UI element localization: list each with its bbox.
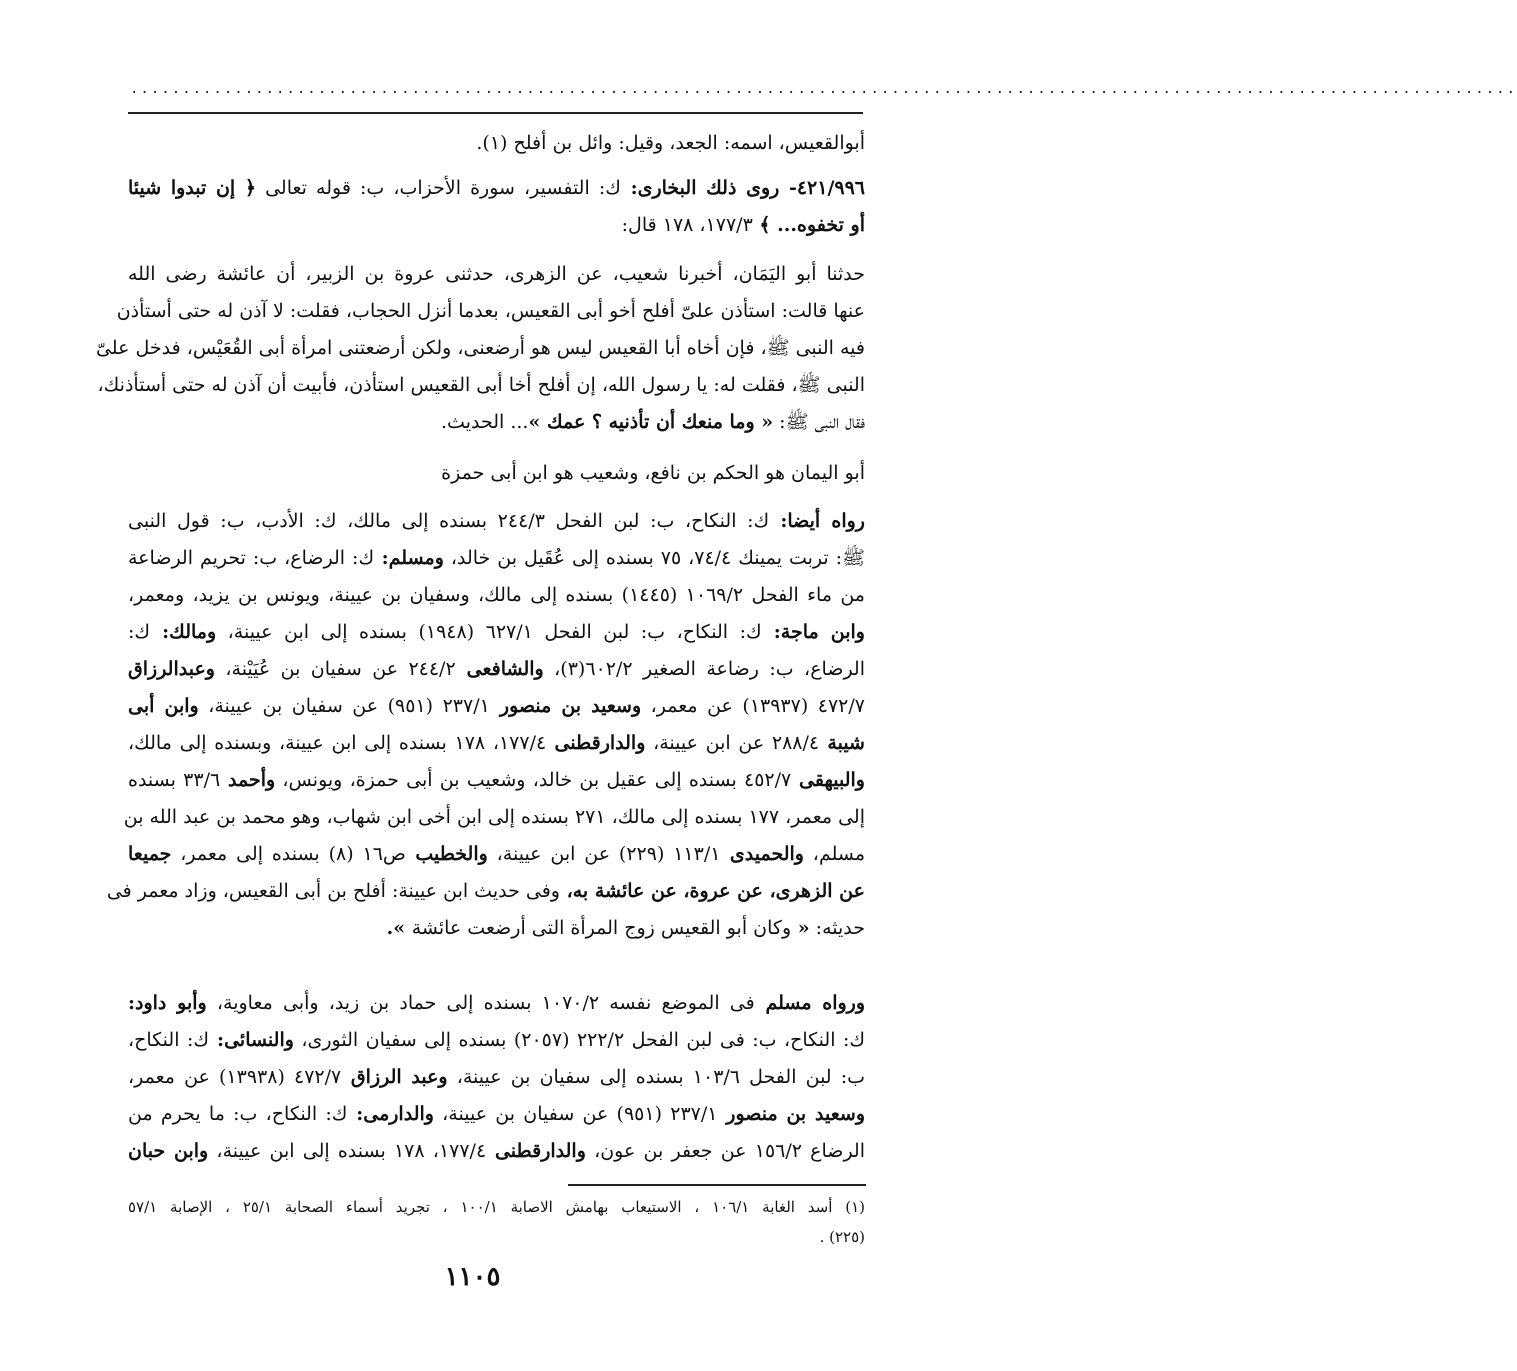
text-line (128, 577, 865, 614)
text-run: حدثنا أبو اليَمَان، أخبرنا شعيب، عن الزهرى، حدثنى عروة بن الزبير، أن عائشة رضى الله (128, 263, 865, 285)
text-run: ٢٣٧/١ (٩٥١) عن سفيان بن عيينة، (198, 695, 490, 717)
bold-text: والخطيب (405, 843, 488, 865)
text-run: ك: النكاح، ب: فى لبن الفحل ٢٢٢/٢ (٢٠٥٧) بسنده إلى سفيان الثورى، (293, 1029, 866, 1051)
text-line (128, 540, 865, 577)
text-line (128, 404, 865, 441)
bold-text: ومالك: (150, 621, 217, 643)
text-run: ٣٣/٦ بسنده (128, 769, 221, 791)
bold-text: والنسائى: (209, 1029, 294, 1051)
text-run: فيه النبى ﷺ، فإن أخاه أبا القعيس ليس هو أرضعنى، ولكن أرضعتنى امرأة أبى القُعَيْس، فدخل علىّ (95, 337, 865, 359)
paragraph (95, 256, 865, 441)
text-run: وكان أبو القعيس زوج المرأة التى أرضعت عائشة (411, 917, 792, 939)
text-run: فقال النبى ﷺ: (773, 411, 865, 433)
footnote-separator (568, 1184, 866, 1186)
text-run: ... الحديث. (441, 411, 529, 433)
bold-text: والبيهقى (791, 769, 865, 791)
bold-text: وعبد الرزاق (341, 1066, 448, 1088)
text-line (128, 1059, 865, 1096)
bold-text: وسعيد بن منصور (489, 695, 642, 717)
bold-text: وأحمد (220, 769, 276, 791)
text-line (128, 1222, 865, 1252)
text-line (128, 762, 865, 799)
text-line (116, 293, 865, 330)
text-line (128, 725, 865, 762)
paragraph (106, 503, 865, 947)
text-run: مسلم، (803, 843, 865, 865)
text-run: ١٧٧/٤، ١٧٨ بسنده إلى ابن عيينة، (208, 1140, 487, 1162)
footnote (128, 1192, 865, 1252)
text-line (128, 910, 865, 947)
text-run: النبى ﷺ، فقلت له: يا رسول الله، إن أفلح أخا أبى القعيس استأذن، فأبيت أن آذن له حتى أستأذنك، (97, 374, 865, 396)
bold-text: أو تخفوه... ﴾ (752, 214, 865, 236)
bold-text: ». (386, 917, 412, 939)
text-line (128, 170, 865, 207)
text-run: ك: الرضاع، ب: تحريم الرضاعة (128, 547, 375, 569)
text-run: ك: النكاح، ب: ما يحرم من (128, 1103, 348, 1125)
text-line (128, 256, 865, 293)
text-run: ك: النكاح، (128, 1029, 210, 1051)
text-run: ٤٧٢/٧ (١٣٩٣٨) عن معمر، (128, 1066, 342, 1088)
text-line (128, 614, 865, 651)
bold-text: عن الزهرى، عن عروة، عن عائشة به، (559, 880, 865, 902)
text-run: ٤٥٢/٧ بسنده إلى عقيل بن خالد، وشعيب بن أبى حمزة، ويونس، (275, 769, 792, 791)
bold-text: وسعيد بن منصور (717, 1103, 866, 1125)
text-run: الرضاع ١٥٦/٢ عن جعفر بن عون، (585, 1140, 865, 1162)
bold-text: والدارقطنى (486, 1140, 586, 1162)
paragraph (128, 985, 865, 1170)
text-run: (١) أسد الغابة ١٠٦/١ ، الاستيعاب بهامش الاصابة ١٠٠/١ ، تجريد أسماء الصحابة ٢٥/١ ، الإصابة ٥٧/١ (128, 1198, 865, 1216)
text-run: (٢٢٥) . (819, 1228, 865, 1246)
text-run: عنها قالت: استأذن علىّ أفلح أخو أبى القعيس، بعدما أنزل الحجاب، فقلت: لا آذن له حتى أستأذن (116, 300, 865, 322)
text-run: ٤٧٢/٧ (١٣٩٣٧) عن معمر، (641, 695, 865, 717)
text-line (128, 455, 865, 492)
header-rule (128, 112, 863, 114)
bold-text: وابن حبان (128, 1140, 209, 1162)
bold-text: وعبدالرزاق (128, 658, 215, 680)
text-line (123, 799, 865, 836)
text-line (128, 985, 865, 1022)
text-run: ك: (128, 621, 151, 643)
text-line (128, 125, 865, 162)
bold-text: ومسلم: (374, 547, 444, 569)
bold-text: « (791, 917, 810, 939)
header-dotted-rule: ..................................................................................................................................... (130, 81, 1517, 97)
paragraph (128, 125, 865, 162)
bold-text: وابن أبى (128, 695, 199, 717)
text-run: إلى معمر، ١٧٧ بسنده إلى مالك، ٢٧١ بسنده إلى ابن أخى ابن شهاب، وهو محمد بن عبد الله بن (123, 806, 865, 828)
bold-text: وابن ماجة: (761, 621, 865, 643)
bold-text: والشافعى (455, 658, 544, 680)
text-run: ك: التفسير، سورة الأحزاب، ب: قوله تعالى (255, 177, 621, 199)
text-run: ١٧٧/٣، ١٧٨ قال: (621, 214, 753, 236)
bold-text: والدارمى: (347, 1103, 434, 1125)
text-run: ب: لبن الفحل ١٠٣/٦ بسنده إلى سفيان بن عيينة، (447, 1066, 865, 1088)
text-run: ١٧٧/٤، ١٧٨ بسنده إلى ابن عيينة، وبسنده إلى مالك، (128, 732, 547, 754)
bold-text: ٤٢١/٩٩٦- روى ذلك البخارى: (620, 177, 866, 199)
bold-text: رواه أيضا: (769, 510, 865, 532)
text-run: ﷺ: تربت يمينك ٧٤/٤، ٧٥ بسنده إلى عُقَيل بن خالد، (443, 547, 865, 569)
text-run: ص١٦ (٨) بسنده إلى معمر، (171, 843, 406, 865)
text-line (106, 873, 865, 910)
bold-text: وأبو داود: (128, 992, 207, 1014)
text-line (128, 688, 865, 725)
text-run: أبو اليمان هو الحكم بن نافع، وشعيب هو ابن أبى حمزة (441, 462, 865, 484)
text-run: ٢٤٤/٢ عن سفيان بن عُيَيْنة، (214, 658, 456, 680)
text-line (128, 207, 865, 244)
text-run: حديثه: (809, 917, 865, 939)
text-run: من ماء الفحل ١٠٦٩/٢ (١٤٤٥) بسنده إلى مالك، وسفيان بن عيينة، ويونس بن يزيد، ومعمر، (128, 584, 865, 606)
text-line (97, 367, 865, 404)
text-run: ٢٨٨/٤ عن ابن عيينة، (645, 732, 820, 754)
text-line (128, 1096, 865, 1133)
text-run: ك: النكاح، ب: لبن الفحل ٦٢٧/١ (١٩٤٨) بسنده إلى ابن عيينة، (216, 621, 762, 643)
text-run: ك: النكاح، ب: لبن الفحل ٢٤٤/٣ بسنده إلى مالك، ك: الأدب، ب: قول النبى (128, 510, 770, 532)
text-run: أبوالقعيس، اسمه: الجعد، وقيل: وائل بن أفلح (١). (476, 132, 865, 154)
bold-text: والدارقطنى (546, 732, 646, 754)
bold-text: شيبة (819, 732, 865, 754)
paragraph (128, 170, 865, 244)
text-line (128, 651, 865, 688)
text-line (95, 330, 865, 367)
bold-text: جميعا (128, 843, 172, 865)
paragraph (128, 455, 865, 492)
text-line (128, 1192, 865, 1222)
bold-text: « وما منعك أن تأذنيه ؟ عمك » (528, 411, 774, 433)
text-run: ١١٣/١ (٢٢٩) عن ابن عيينة، (487, 843, 721, 865)
text-line (128, 1133, 865, 1170)
text-line (128, 1022, 865, 1059)
bold-text: والحميدى (720, 843, 804, 865)
text-run: ٢٣٧/١ (٩٥١) عن سفيان بن عيينة، (433, 1103, 718, 1125)
bold-text: ورواه مسلم (754, 992, 866, 1014)
text-line (128, 836, 865, 873)
text-run: وفى حديث ابن عيينة: أفلح بن أبى القعيس، وزاد معمر فى (106, 880, 560, 902)
text-run: الرضاع، ب: رضاعة الصغير ٦٠٢/٢(٣)، (543, 658, 865, 680)
text-run: فى الموضع نفسه ١٠٧٠/٢ بسنده إلى حماد بن زيد، وأبى معاوية، (206, 992, 755, 1014)
bold-text: ﴿ إن تبدوا شيئا (128, 177, 256, 199)
text-line (128, 503, 865, 540)
page-number: ١١٠٥ (444, 1262, 501, 1292)
